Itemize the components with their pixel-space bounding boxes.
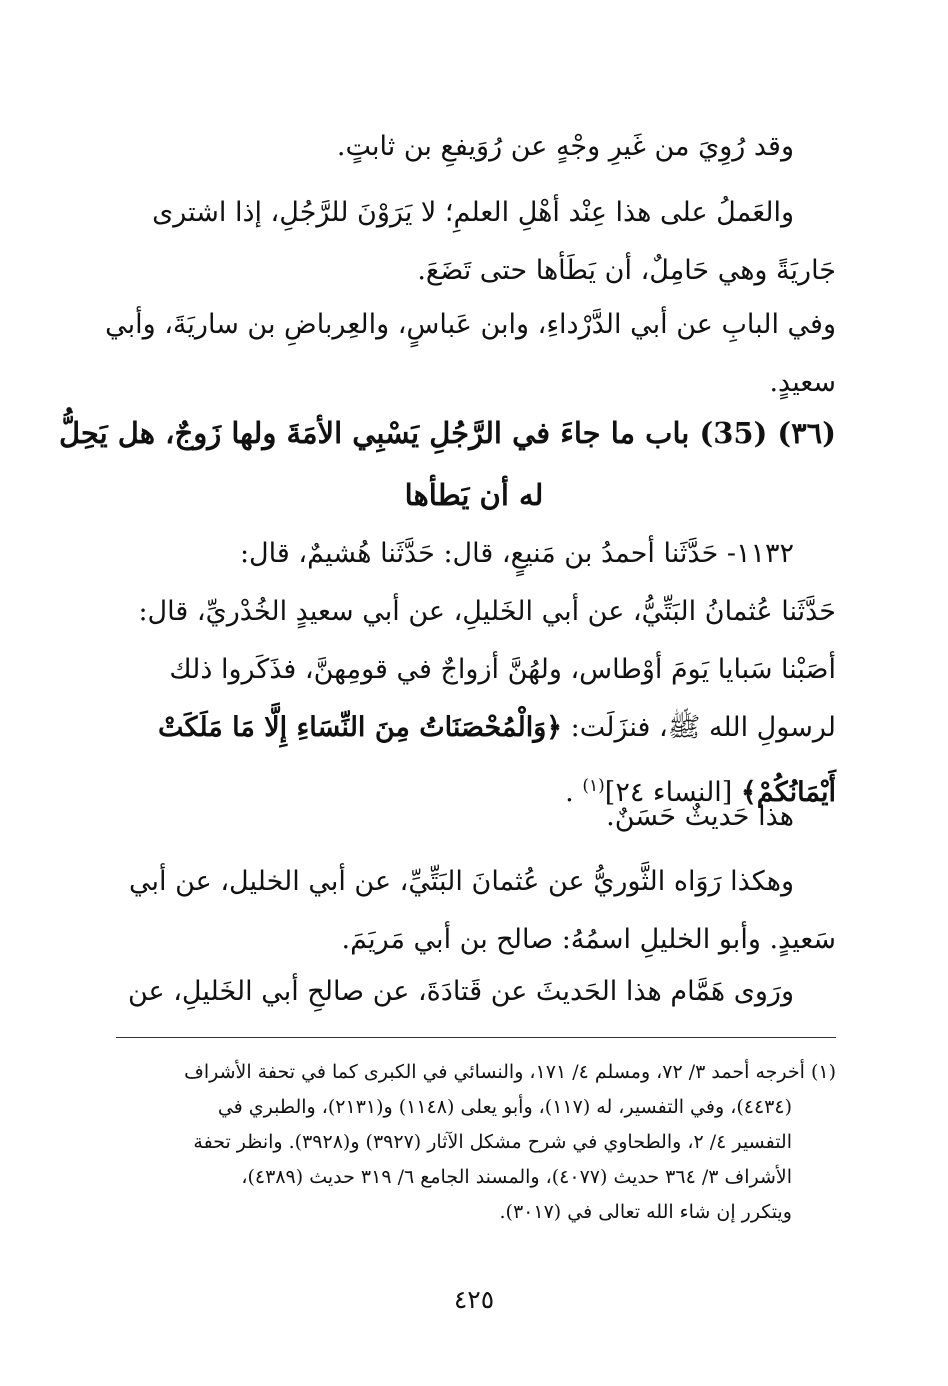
paragraph-thawri: [112, 853, 836, 969]
text-line: جَاريَةً وهي حَامِلٌ، أن يَطَأها حتى تَضَعَ.: [417, 255, 836, 286]
footnote-marker: (١): [810, 1061, 836, 1083]
footnote-reference: (١): [582, 776, 605, 796]
text-line: هذا حَديثٌ حَسَنٌ.: [606, 801, 794, 832]
text-line: [112, 699, 836, 757]
text-line: سَعيدٍ. وأبو الخليلِ اسمُهُ: صالح بن أبي مَريَمَ.: [341, 924, 836, 955]
footnote: [112, 1055, 836, 1230]
paragraph-amal: [112, 184, 836, 300]
chapter-heading: [58, 402, 836, 526]
page-number: ٤٢٥: [453, 1285, 495, 1314]
heading-line: (٣٦) (35) باب ما جاءَ في الرَّجُلِ يَسْبِي الأمَةَ ولها زَوجٌ، هل يَحِلُّ: [58, 416, 836, 450]
paragraph-hammam: [112, 963, 836, 1021]
text-line: وفي البابِ عن أبي الدَّرْداءِ، وابن عَباسٍ، والعِرباضِ بن ساريَةَ، وأبي: [105, 309, 836, 340]
paragraph-riwaya: [112, 118, 836, 176]
paragraph-hukm: [112, 788, 836, 846]
footnote-line: ويتكرر إن شاء الله تعالى في (٣٠١٧).: [499, 1201, 792, 1223]
text-line: وهكذا رَوَاه الثَّوريُّ عن عُثمانَ البَتِّيِّ، عن أبي الخليل، عن أبي: [128, 866, 794, 897]
quran-verse: ﴿وَالْمُحْصَنَاتُ مِنَ النِّسَاءِ إِلَّا مَا مَلَكَتْ: [157, 712, 563, 743]
text-line: سعيدٍ.: [769, 367, 836, 398]
text-line: والعَملُ على هذا عِنْد أهْلِ العلمِ؛ لا يَرَوْنَ للرَّجُلِ، إذا اشترى: [152, 197, 794, 228]
footnote-text: أخرجه أحمد ٣/ ٧٢، ومسلم ٤/ ١٧١، والنسائي في الكبرى كما في تحفة الأشراف: [184, 1061, 805, 1083]
text-segment: لرسولِ الله ﷺ، فنزَلَت:: [562, 712, 836, 743]
text-line: ورَوى هَمَّام هذا الحَديثَ عن قَتادَةَ، عن صالحِ أبي الخَليلِ، عن: [127, 976, 794, 1007]
heading-line: له أن يَطأها: [404, 478, 544, 512]
footnote-line: التفسير ٤/ ٢، والطحاوي في شرح مشكل الآثار (٣٩٢٧) و(٣٩٢٨). وانظر تحفة: [193, 1131, 792, 1153]
text-line: حَدَّثَنا عُثمانُ البَتِّيُّ، عن أبي الخَليلِ، عن أبي سعيدٍ الخُدْريِّ، قال:: [138, 596, 836, 627]
footnote-line: (٤٤٣٤)، وفي التفسير، له (١١٧)، وأبو يعلى (١١٤٨) و(٢١٣١)، والطبري في: [217, 1096, 792, 1118]
quran-verse: أَيْمَانُكُمْ﴾: [740, 777, 836, 808]
footnote-line: [112, 1055, 836, 1090]
footnote-separator: [116, 1037, 836, 1038]
footnote-line: الأشراف ٣/ ٣٦٤ حديث (٤٠٧٧)، والمسند الجامع ٦/ ٣١٩ حديث (٤٣٨٩)،: [241, 1166, 792, 1188]
text-line: ١١٣٢- حَدَّثَنا أحمدُ بن مَنيعٍ، قال: حَدَّثَنا هُشيمٌ، قال:: [239, 538, 794, 569]
text-segment: .: [565, 777, 583, 808]
verse-citation: [النساء ٢٤]: [604, 777, 741, 808]
hadith-1132: [112, 525, 836, 822]
text-line: وقد رُوِيَ من غَيرِ وجْهٍ عن رُوَيفعِ بن ثابتٍ.: [336, 131, 794, 162]
text-line: أصَبْنا سَبايا يَومَ أوْطاس، ولهُنَّ أزواجٌ في قومِهنَّ، فذَكَروا ذلك: [169, 654, 836, 685]
paragraph-fil-bab: [105, 296, 836, 412]
